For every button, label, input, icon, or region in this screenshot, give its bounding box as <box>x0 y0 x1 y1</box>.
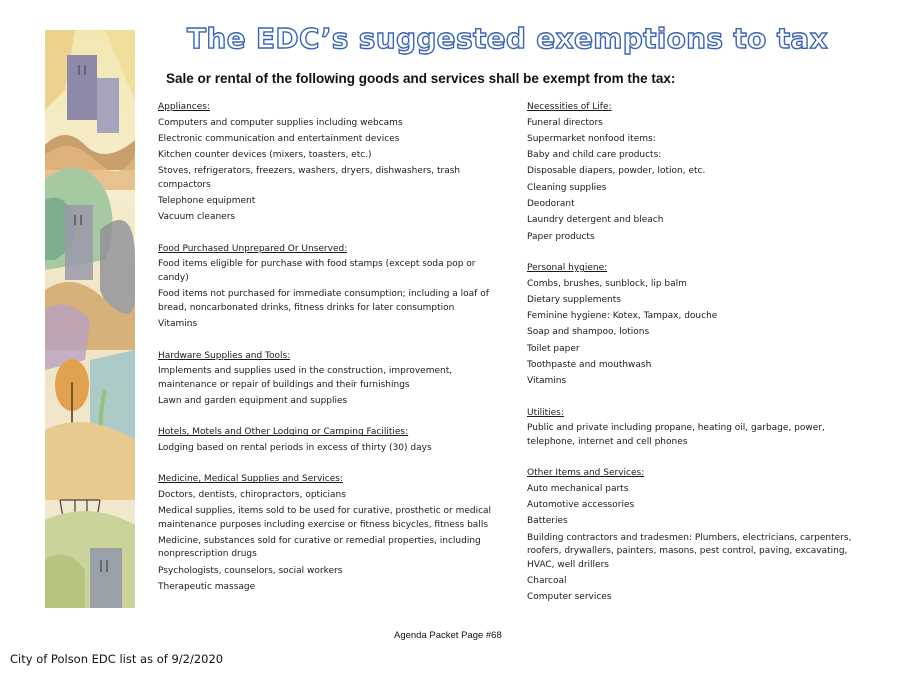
section-heading: Appliances: <box>158 102 211 112</box>
section-heading: Personal hygiene: <box>527 263 608 274</box>
section-lodging <box>158 426 493 455</box>
list-item: Batteries <box>527 516 568 527</box>
list-item: Computers and computer supplies including webcams <box>158 117 403 128</box>
list-item: Dietary supplements <box>527 294 621 305</box>
list-item: Toothpaste and mouthwash <box>527 360 652 371</box>
section-heading: Necessities of Life: <box>527 102 612 112</box>
section-utilities <box>527 407 872 450</box>
section-heading: Hardware Supplies and Tools: <box>158 350 291 361</box>
list-item: Public and private including propane, heating oil, garbage, power, telephone, internet and cell phones <box>527 423 825 447</box>
list-item: Vitamins <box>158 319 198 330</box>
list-date-note: City of Polson EDC list as of 9/2/2020 <box>10 652 224 666</box>
list-item: Stoves, refrigerators, freezers, washers, dryers, dishwashers, trash compactors <box>158 166 461 190</box>
page-footer: Agenda Packet Page #68 <box>394 630 502 641</box>
page-subtitle: Sale or rental of the following goods and services shall be exempt from the tax: <box>166 71 676 86</box>
list-item: Telephone equipment <box>158 196 256 207</box>
section-heading: Utilities: <box>527 407 564 418</box>
section-heading: Hotels, Motels and Other Lodging or Camping Facilities: <box>158 427 409 438</box>
list-item: Disposable diapers, powder, lotion, etc. <box>527 166 706 177</box>
list-item: Supermarket nonfood items: <box>527 133 656 144</box>
list-item: Toilet paper <box>527 343 580 354</box>
section-heading: Medicine, Medical Supplies and Services: <box>158 474 343 485</box>
list-item: Soap and shampoo, lotions <box>527 327 650 338</box>
list-item: Feminine hygiene: Kotex, Tampax, douche <box>527 311 718 322</box>
list-item: Psychologists, counselors, social workers <box>158 565 343 576</box>
list-item: Building contractors and tradesmen: Plumbers, electricians, carpenters, roofers, drywallers, painters, masons, pest control, paving, excavating, HVAC, well drillers <box>527 532 852 570</box>
left-column <box>158 101 493 613</box>
list-item: Food items eligible for purchase with food stamps (except soda pop or candy) <box>158 259 476 283</box>
section-hardware <box>158 350 493 409</box>
list-item: Doctors, dentists, chiropractors, opticians <box>158 489 346 500</box>
section-other-items <box>527 467 872 604</box>
list-item: Baby and child care products: <box>527 150 662 161</box>
section-food <box>158 243 493 332</box>
list-item: Automotive accessories <box>527 500 635 511</box>
list-item: Charcoal <box>527 576 567 587</box>
list-item: Electronic communication and entertainment devices <box>158 133 400 144</box>
city-landscape-illustration <box>45 30 135 608</box>
section-necessities <box>527 101 872 244</box>
page-title: The EDC’s suggested exemptions to tax <box>187 22 828 55</box>
section-heading: Food Purchased Unprepared Or Unserved: <box>158 243 348 254</box>
list-item: Implements and supplies used in the construction, improvement, maintenance or repair of buildings and their furnishings <box>158 366 453 390</box>
section-heading: Other Items and Services: <box>527 468 645 479</box>
list-item: Auto mechanical parts <box>527 483 629 494</box>
list-item: Combs, brushes, sunblock, lip balm <box>527 278 687 289</box>
list-item: Computer services <box>527 592 612 603</box>
decorative-illustration <box>45 30 135 608</box>
section-personal-hygiene <box>527 262 872 389</box>
list-item: Medical supplies, items sold to be used for curative, prosthetic or medical maintenance purposes including exercise or fitness bicycles, fitness balls <box>158 506 492 530</box>
section-medicine <box>158 473 493 594</box>
list-item: Lawn and garden equipment and supplies <box>158 395 348 406</box>
list-item: Deodorant <box>527 198 575 209</box>
right-column <box>527 101 872 623</box>
list-item: Food items not purchased for immediate consumption; including a loaf of bread, noncarbonated drinks, fitness drinks for later consumption <box>158 289 489 313</box>
list-item: Vitamins <box>527 376 567 387</box>
section-appliances <box>158 101 493 225</box>
list-item: Lodging based on rental periods in excess of thirty (30) days <box>158 442 432 453</box>
list-item: Paper products <box>527 231 595 242</box>
list-item: Funeral directors <box>527 117 603 128</box>
list-item: Cleaning supplies <box>527 182 607 193</box>
list-item: Vacuum cleaners <box>158 212 236 223</box>
list-item: Medicine, substances sold for curative or remedial properties, including nonprescription drugs <box>158 535 481 560</box>
list-item: Laundry detergent and bleach <box>527 215 664 226</box>
list-item: Therapeutic massage <box>158 582 256 593</box>
list-item: Kitchen counter devices (mixers, toasters, etc.) <box>158 150 372 161</box>
